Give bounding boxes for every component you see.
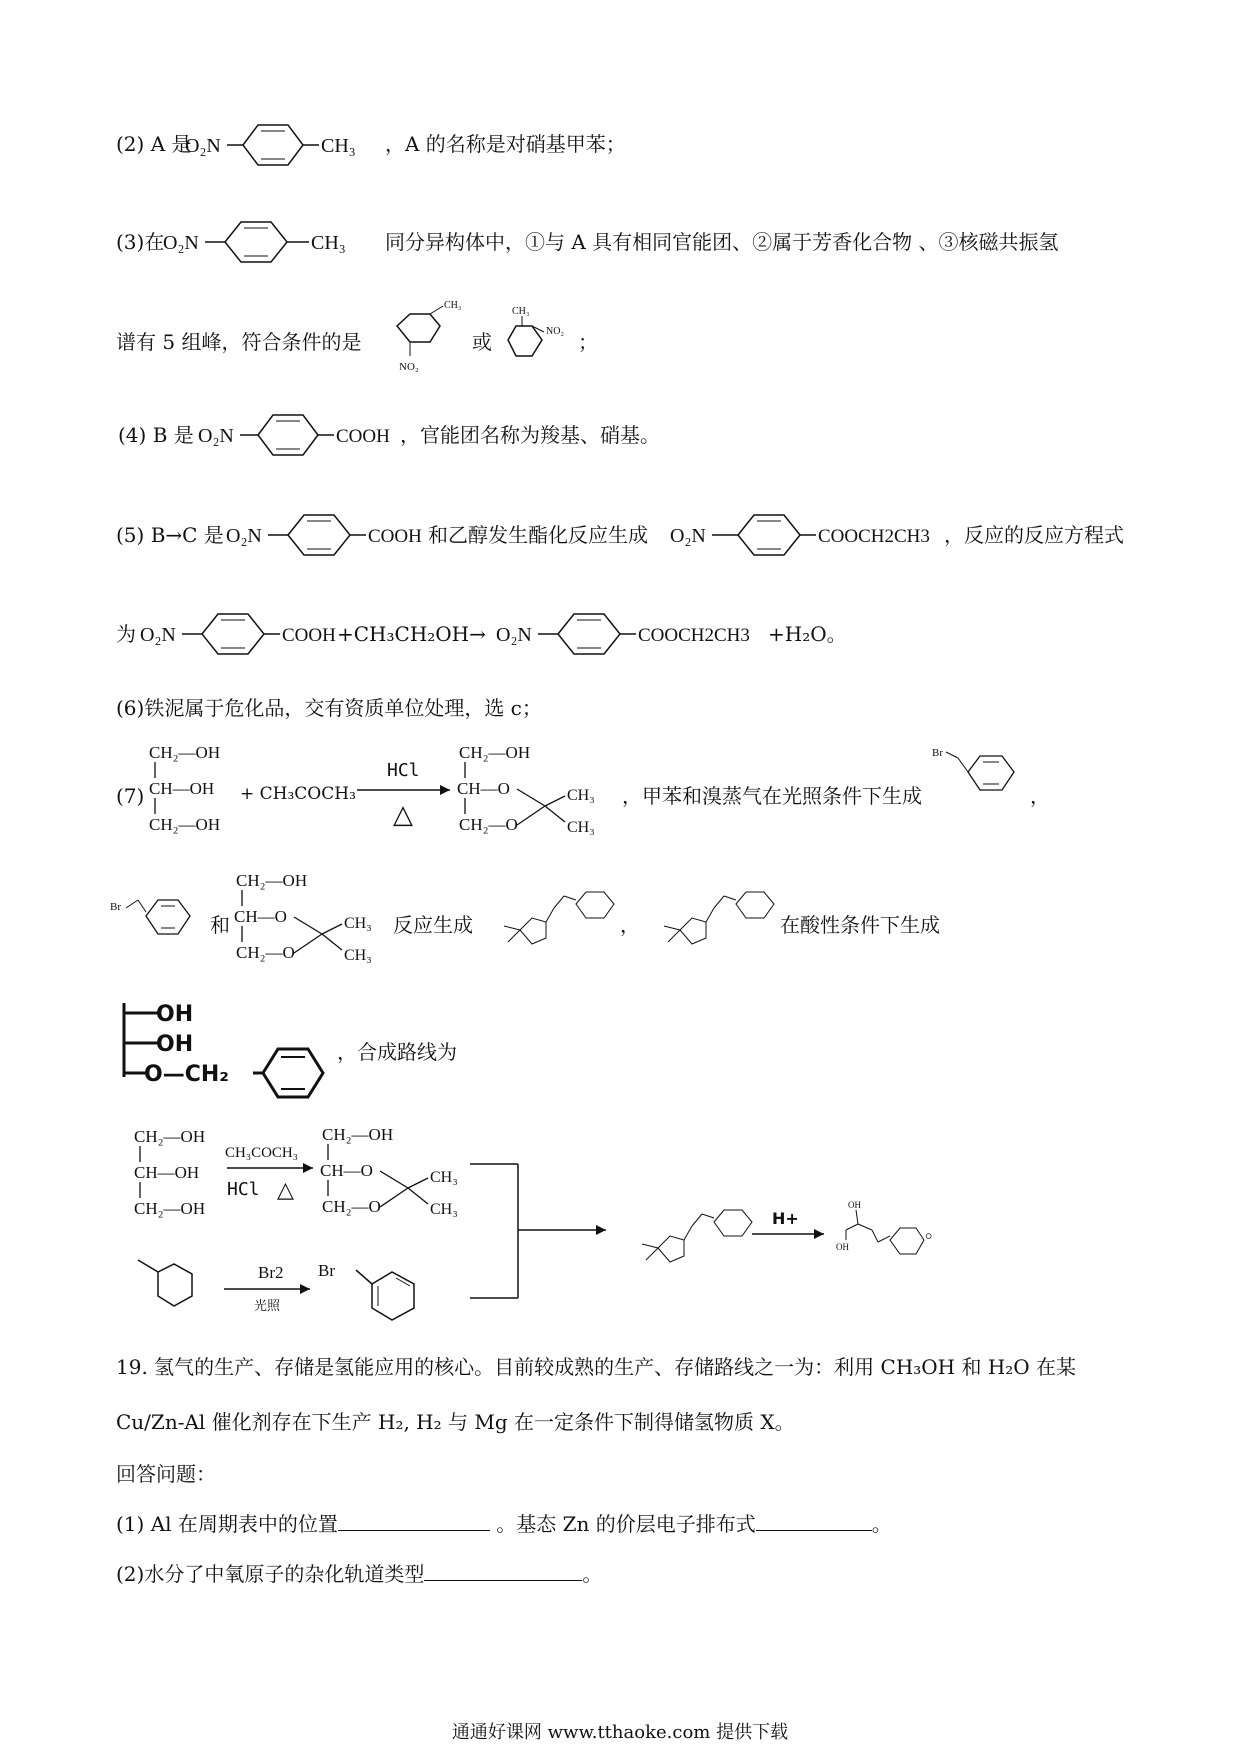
svg-text:Br: Br: [932, 747, 943, 759]
page-footer: 通通好课网 www.tthaoke.com 提供下载: [451, 1722, 789, 1743]
svg-text:NO₂: NO₂: [399, 361, 419, 373]
item7-period: 。: [925, 1218, 945, 1242]
q19-q1-blank-2[interactable]: [756, 1530, 872, 1531]
q19-q2-blank[interactable]: [424, 1580, 582, 1581]
svg-text:CH₂—O: CH₂—O: [236, 943, 295, 962]
item7-text3: 在酸性条件下生成: [780, 913, 940, 937]
item5-eq-prefix: 为: [116, 622, 136, 646]
svg-text:CH—O: CH—O: [320, 1161, 373, 1180]
svg-text:CH₂—OH: CH₂—OH: [134, 1127, 206, 1146]
item7-text2: 反应生成: [393, 913, 473, 937]
item4-prefix: (4) B 是: [118, 423, 194, 447]
svg-text:O—CH₂: O—CH₂: [144, 1062, 229, 1087]
svg-text:CH₂—OH: CH₂—OH: [149, 815, 221, 834]
q19-q2-end: 。: [582, 1562, 603, 1586]
route-bracket: [470, 1162, 620, 1302]
q19-q1-a: (1) Al 在周期表中的位置: [116, 1512, 338, 1536]
svg-text:O₂N: O₂N: [140, 624, 176, 646]
svg-text:OH: OH: [156, 1032, 194, 1057]
svg-text:CH₃: CH₃: [444, 300, 462, 311]
structure-p-nitrobenzoic-acid: [198, 408, 408, 462]
svg-text:CH₃: CH₃: [512, 306, 530, 317]
svg-text:CH₃: CH₃: [344, 947, 372, 964]
item6-text: (6)铁泥属于危化品，交有资质单位处理，选 c；: [116, 696, 542, 720]
item7-reagent: + CH₃COCH₃: [240, 784, 356, 804]
svg-text:O₂N: O₂N: [670, 525, 706, 547]
q19-q2: [116, 1562, 602, 1586]
svg-text:Br2: Br2: [258, 1263, 284, 1282]
structure-B: [226, 508, 446, 562]
structure-o-nitrotoluene: [496, 300, 586, 370]
q19-line2: Cu/Zn-Al 催化剂存在下生产 H₂, H₂ 与 Mg 在一定条件下制得储氢物质 X。: [116, 1410, 795, 1434]
item7-comma2: ，: [620, 913, 640, 937]
route-arrow-1: [225, 1135, 325, 1210]
structure-protected-ether-2: [640, 880, 780, 960]
item5-eq-end: +H₂O。: [768, 622, 847, 646]
svg-text:CH₂—OH: CH₂—OH: [134, 1199, 206, 1218]
svg-text:NO₂: NO₂: [546, 326, 564, 337]
svg-text:CH₂—OH: CH₂—OH: [149, 743, 221, 762]
svg-text:OH: OH: [156, 1002, 194, 1027]
item7-text4: ，合成路线为: [337, 1040, 457, 1064]
item3-end: ；: [578, 330, 598, 354]
item3-text1: 同分异构体中，①与 A 具有相同官能团、②属于芳香化合物 、③核磁共振氢: [385, 230, 1059, 254]
structure-C-eq: [496, 607, 776, 661]
structure-route-toluene: [130, 1246, 210, 1326]
structure-protected-ether-1: [480, 880, 620, 960]
structure-route-benzyl-bromide: [318, 1256, 458, 1336]
item5-eq-mid: +CH₃CH₂OH→: [337, 622, 486, 646]
structure-benzyl-bromide-2: [108, 880, 208, 950]
svg-text:CH₂—OH: CH₂—OH: [236, 871, 308, 890]
svg-text:COOH: COOH: [368, 526, 422, 547]
structure-p-nitrotoluene: [185, 118, 385, 172]
svg-text:△: △: [277, 1177, 294, 1202]
item2-prefix: (2) A 是: [116, 132, 192, 156]
q19-q1-b: 。基态 Zn 的价层电子排布式: [496, 1512, 756, 1536]
route-arrow-hplus: [750, 1208, 835, 1248]
svg-text:CH—O: CH—O: [457, 779, 510, 798]
svg-text:COOH: COOH: [282, 625, 336, 646]
svg-text:Br: Br: [318, 1261, 335, 1280]
item5-mid: 和乙醇发生酯化反应生成: [428, 523, 648, 547]
structure-route-glycerol: [130, 1124, 230, 1224]
item3-or: 或: [472, 330, 492, 354]
svg-text:CH₃COCH₃: CH₃COCH₃: [225, 1145, 298, 1161]
structure-route-acetonide: [318, 1122, 478, 1222]
structure-m-nitrotoluene: [385, 296, 465, 376]
q19-q1-blank-1[interactable]: [338, 1530, 490, 1531]
item5-suffix: ，反应的反应方程式: [944, 523, 1124, 547]
svg-text:CH₃: CH₃: [567, 819, 595, 836]
svg-text:CH₃: CH₃: [567, 787, 595, 804]
structure-C: [670, 508, 950, 562]
svg-text:CH—OH: CH—OH: [134, 1163, 200, 1182]
svg-text:H+: H+: [772, 1209, 799, 1228]
svg-text:CH₃: CH₃: [430, 1201, 458, 1218]
item2-suffix: ，A 的名称是对硝基甲苯；: [385, 132, 626, 156]
svg-text:COOH: COOH: [336, 426, 390, 447]
structure-B-eq: [140, 607, 360, 661]
q19-q1: [116, 1512, 892, 1536]
q19-line3: 回答问题：: [116, 1462, 216, 1486]
svg-text:△: △: [393, 800, 413, 829]
svg-text:CH—OH: CH—OH: [149, 779, 215, 798]
svg-text:O₂N: O₂N: [185, 135, 221, 157]
item5-prefix: (5) B→C 是: [116, 523, 224, 547]
structure-route-protected-ether: [618, 1198, 758, 1278]
item7-comma: ，: [1030, 784, 1050, 808]
q19-q1-end: 。: [871, 1512, 892, 1536]
svg-text:CH₃: CH₃: [321, 135, 356, 157]
item7-text1: ，甲苯和溴蒸气在光照条件下生成: [622, 784, 922, 808]
reaction-arrow-hcl: [355, 755, 460, 835]
svg-text:OH: OH: [848, 1200, 861, 1210]
structure-benzyl-bromide-1: [930, 742, 1040, 812]
structure-p-nitrotoluene-2: [163, 215, 373, 269]
svg-text:O₂N: O₂N: [198, 425, 234, 447]
svg-text:O₂N: O₂N: [226, 525, 262, 547]
svg-text:CH—O: CH—O: [234, 907, 287, 926]
structure-product-bold: [118, 995, 333, 1105]
structure-glycerol: [145, 740, 245, 840]
svg-text:CH₂—OH: CH₂—OH: [322, 1125, 394, 1144]
svg-text:O₂N: O₂N: [163, 232, 199, 254]
svg-text:COOCH2CH3: COOCH2CH3: [638, 625, 750, 646]
structure-acetonide-2: [232, 868, 392, 968]
svg-text:CH₂—O: CH₂—O: [459, 815, 518, 834]
q19-q2-a: (2)水分了中氧原子的杂化轨道类型: [116, 1562, 425, 1586]
svg-text:COOCH2CH3: COOCH2CH3: [818, 526, 930, 547]
svg-text:OH: OH: [836, 1242, 849, 1252]
svg-text:光照: 光照: [254, 1298, 281, 1313]
svg-text:CH₃: CH₃: [311, 232, 346, 254]
svg-text:CH₂—O: CH₂—O: [322, 1197, 381, 1216]
item7-and: 和: [210, 913, 230, 937]
item4-suffix: ，官能团名称为羧基、硝基。: [400, 423, 660, 447]
svg-text:Br: Br: [110, 901, 121, 913]
route-arrow-2: [222, 1260, 322, 1320]
svg-text:CH₃: CH₃: [430, 1169, 458, 1186]
q19-line1: 19. 氢气的生产、存储是氢能应用的核心。目前较成熟的生产、存储路线之一为：利用 CH₃OH 和 H₂O 在某: [116, 1355, 1077, 1379]
item7-prefix: (7): [116, 784, 145, 808]
svg-text:CH₃: CH₃: [344, 915, 372, 932]
svg-text:O₂N: O₂N: [496, 624, 532, 646]
svg-text:HCl: HCl: [227, 1179, 260, 1200]
item3-line2: 谱有 5 组峰，符合条件的是: [116, 330, 362, 354]
structure-route-product: [828, 1196, 938, 1276]
structure-acetonide: [455, 740, 615, 840]
svg-text:CH₂—OH: CH₂—OH: [459, 743, 531, 762]
item3-prefix: (3)在: [116, 230, 165, 254]
svg-text:HCl: HCl: [387, 760, 420, 781]
